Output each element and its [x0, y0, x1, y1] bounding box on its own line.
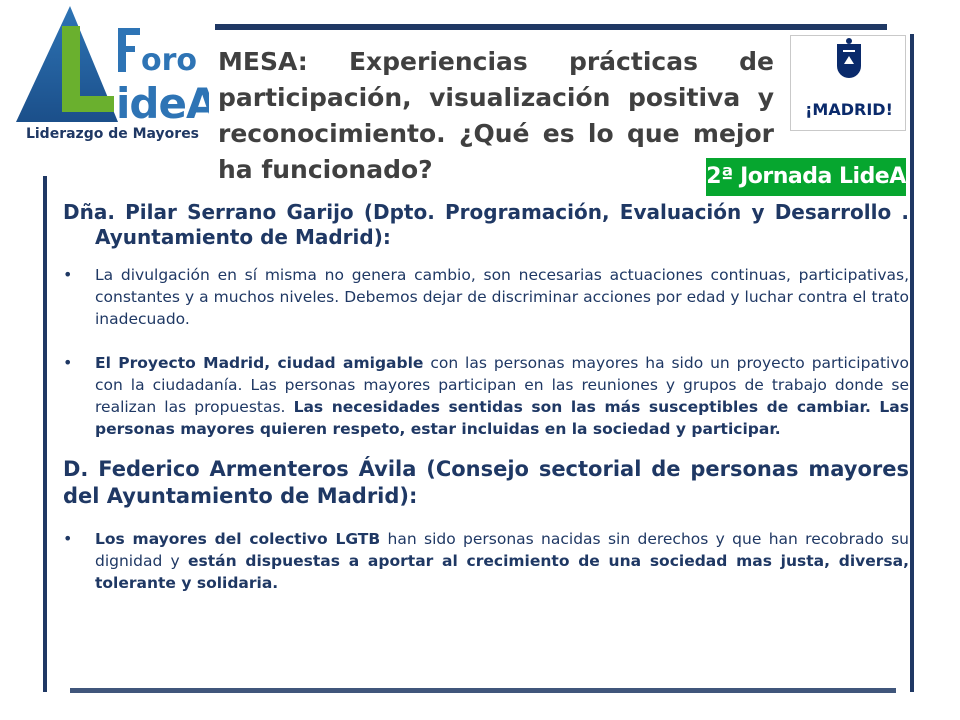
- bullet-icon: •: [63, 265, 73, 284]
- lidea-logo-graphic: [14, 4, 209, 129]
- foro-lidea-logo: [14, 4, 209, 154]
- bullet-bold-text: Los mayores del colectivo LGTB: [95, 530, 381, 548]
- bullet-text: con las personas mayores ha sido un proyecto participativo con la ciudadanía. Las personas mayores participan en las reuniones y grupos de trabajo donde se realizan las propuestas.: [95, 354, 909, 416]
- madrid-logo-text: ¡MADRID!: [805, 100, 893, 119]
- bullet-list: [63, 528, 909, 594]
- speaker-heading: Dña. Pilar Serrano Garijo (Dpto. Programación, Evaluación y Desarrollo . Ayuntamiento de Madrid):: [63, 200, 909, 249]
- frame-top-line: [215, 24, 887, 30]
- frame-left-line: [43, 176, 47, 692]
- svg-text:oro: oro: [141, 43, 198, 78]
- bullet-text: La divulgación en sí misma no genera cambio, son necesarias actuaciones continuas, participativas, constantes y a muchos niveles. Debemos dejar de discriminar acciones por edad y luchar contra el trato inadecuado.: [95, 266, 909, 328]
- bullet-text: han sido personas nacidas sin derechos y que han recobrado su dignidad y: [95, 530, 909, 570]
- madrid-logo: [790, 35, 906, 131]
- frame-right-line: [910, 34, 914, 692]
- speaker-heading: D. Federico Armenteros Ávila (Consejo sectorial de personas mayores del Ayuntamiento de Madrid):: [63, 457, 909, 508]
- bullet-bold-text: Las necesidades sentidas son las más susceptibles de cambiar. Las personas mayores quieren respeto, estar incluidas en la sociedad y participar.: [95, 398, 909, 438]
- svg-text:ideA: ideA: [116, 79, 209, 128]
- bullet-bold-text: El Proyecto Madrid, ciudad amigable: [95, 354, 424, 372]
- bullet-icon: •: [63, 353, 73, 372]
- madrid-shield-icon: [791, 36, 907, 100]
- bullet-bold-text: están dispuestas a aportar al crecimiento de una sociedad mas justa, diversa, tolerante y solidaria.: [95, 552, 909, 592]
- bullet-icon: •: [63, 529, 73, 548]
- frame-bottom-line: [70, 688, 896, 693]
- list-item: [63, 264, 909, 330]
- list-item: [63, 352, 909, 440]
- bullet-list: [63, 264, 909, 440]
- main-content: [63, 200, 909, 594]
- logo-tagline: Liderazgo de Mayores: [25, 126, 200, 142]
- event-badge: 2ª Jornada LideA: [706, 158, 906, 196]
- page-title: MESA: Experiencias prácticas de participación, visualización positiva y reconocimiento. ¿Qué es lo que mejor ha funcionado?: [218, 47, 774, 184]
- list-item: [63, 528, 909, 594]
